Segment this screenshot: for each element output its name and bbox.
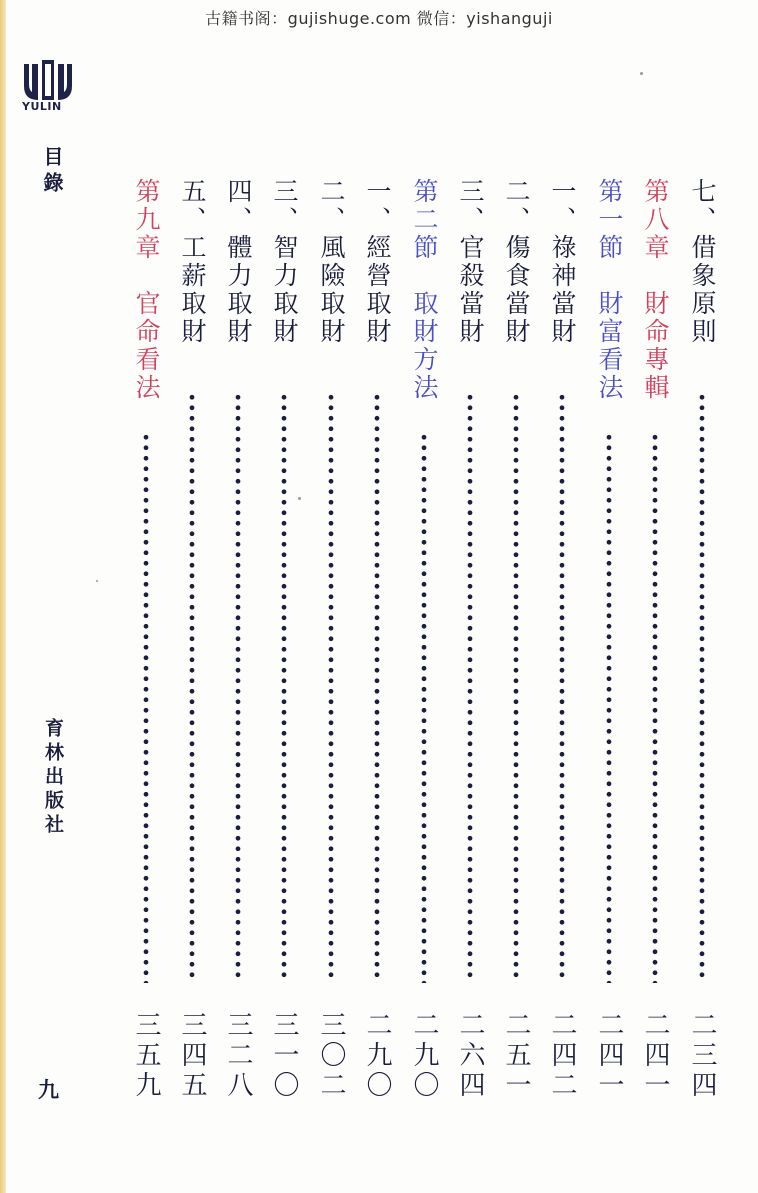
toc-entry-title: 第二節 取財方法: [410, 178, 439, 402]
logo-text: YULIN: [22, 100, 62, 113]
toc-entry-title: 三、官殺當財: [456, 178, 485, 346]
toc-entry-page: 二四二: [547, 1011, 577, 1101]
toc-entry: [357, 178, 397, 1103]
toc-entry: [589, 178, 629, 1103]
toc-leader-dots: [559, 392, 565, 983]
toc-entry-title: 第九章 官命看法: [132, 178, 161, 402]
toc-entry-title: 五、工薪取財: [178, 178, 207, 346]
toc-entry: [311, 178, 351, 1103]
toc-entry-title: 二、風險取財: [317, 178, 346, 346]
toc-entry: [126, 178, 166, 1103]
toc-entry: [404, 178, 444, 1103]
toc-leader-dots: [421, 432, 427, 983]
toc-entry: [450, 178, 490, 1103]
toc-entry-title: 七、借象原則: [688, 178, 717, 346]
toc-leader-dots: [467, 392, 473, 983]
toc-entry: [542, 178, 582, 1103]
toc-leader-dots: [606, 432, 612, 983]
toc-leader-dots: [328, 392, 334, 983]
toc-entry-page: 三二八: [223, 1011, 253, 1101]
paper-speck: [298, 497, 301, 500]
paper-speck: [640, 72, 643, 75]
toc-entry-page: 二九〇: [409, 1011, 439, 1101]
toc-entry-page: 二三四: [687, 1011, 717, 1101]
toc-leader-dots: [699, 392, 705, 983]
toc-entry: [264, 178, 304, 1103]
toc-entry: [635, 178, 675, 1103]
toc-entry-page: 二五一: [501, 1011, 531, 1101]
toc-leader-dots: [189, 392, 195, 983]
toc-entry-title: 二、傷食當財: [502, 178, 531, 346]
page-number: 九: [38, 1077, 59, 1102]
watermark-text: 古籍书阁：gujishuge.com 微信：yishanguji: [205, 9, 553, 28]
toc-entry-page: 三〇二: [316, 1011, 346, 1101]
toc-entry-page: 三五九: [131, 1011, 161, 1101]
toc-entry-title: 一、祿神當財: [548, 178, 577, 346]
toc-entry-title: 第一節 財富看法: [595, 178, 624, 402]
toc-entry: [682, 178, 722, 1103]
toc-entry-page: 二四一: [594, 1011, 624, 1101]
toc-entry-title: 三、智力取財: [270, 178, 299, 346]
toc-leader-dots: [143, 432, 149, 983]
toc-entry: [172, 178, 212, 1103]
toc-entry-page: 二四一: [640, 1011, 670, 1101]
toc-entry-page: 二六四: [455, 1011, 485, 1101]
paper-speck: [96, 580, 98, 582]
toc-entry: [218, 178, 258, 1103]
toc-leader-dots: [374, 392, 380, 983]
toc-entry: [496, 178, 536, 1103]
toc-entry-page: 三四五: [177, 1011, 207, 1101]
running-title: 目錄: [40, 146, 64, 198]
toc-entry-page: 二九〇: [362, 1011, 392, 1101]
toc-leader-dots: [513, 392, 519, 983]
toc-entry-title: 四、體力取財: [224, 178, 253, 346]
toc-entry-title: 一、經營取財: [363, 178, 392, 346]
toc-leader-dots: [652, 432, 658, 983]
toc-leader-dots: [235, 392, 241, 983]
toc-entry-title: 第八章 財命專輯: [641, 178, 670, 402]
publisher-name: 育林出版社: [42, 718, 64, 838]
toc-leader-dots: [281, 392, 287, 983]
toc-entry-page: 三一〇: [269, 1011, 299, 1101]
page-edge: [0, 0, 6, 1193]
